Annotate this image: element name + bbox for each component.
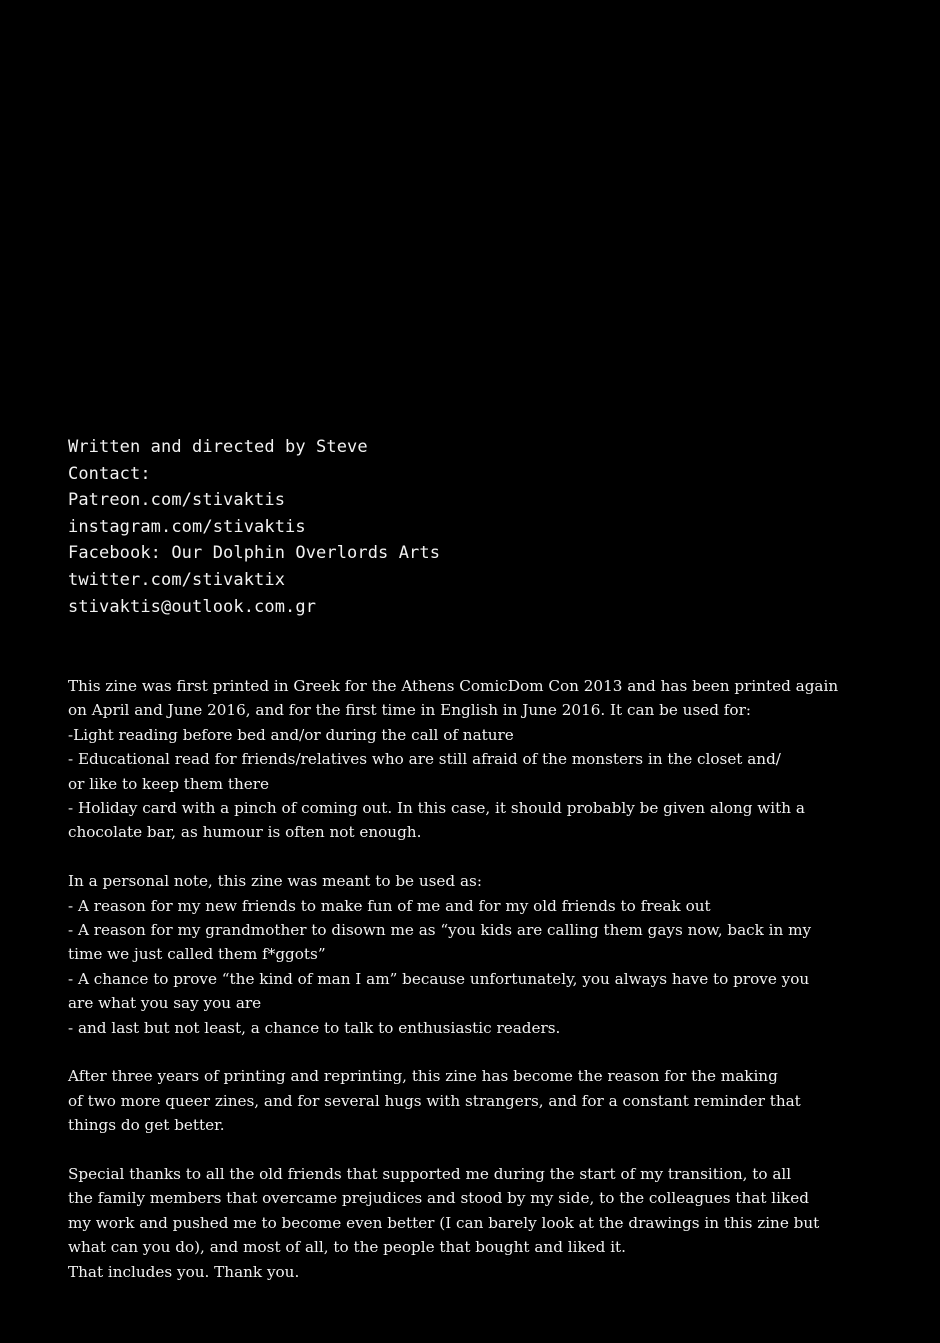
- text-line: - Holiday card with a pinch of coming out. In this case, it should probably be given along with a: [68, 799, 805, 818]
- contact-facebook: Facebook: Our Dolphin Overlords Arts: [68, 543, 441, 564]
- text-line: things do get better.: [68, 1116, 225, 1135]
- text-line: on April and June 2016, and for the first time in English in June 2016. It can be used for:: [68, 701, 751, 720]
- contact-email: stivaktis@outlook.com.gr: [68, 596, 317, 617]
- contact-patreon: Patreon.com/stivaktis: [68, 490, 286, 511]
- text-line: time we just called them f*ggots”: [68, 945, 326, 964]
- text-line: - A chance to prove “the kind of man I am” because unfortunately, you always have to prove you: [68, 969, 810, 988]
- paragraph-gap: [68, 1040, 874, 1064]
- text-line: - Educational read for friends/relatives who are still afraid of the monsters in the closet and/: [68, 750, 781, 769]
- text-line: -Light reading before bed and/or during the call of nature: [68, 725, 514, 744]
- text-line: After three years of printing and reprinting, this zine has become the reason for the making: [68, 1067, 778, 1086]
- text-line: That includes you. Thank you.: [68, 1262, 300, 1281]
- text-line: - A reason for my new friends to make fun of me and for my old friends to freak out: [68, 896, 711, 915]
- text-line: or like to keep them there: [68, 774, 269, 793]
- thanks-paragraph: [68, 1162, 874, 1284]
- credit-author: Written and directed by Steve: [68, 437, 368, 457]
- text-line: my work and pushed me to become even better (I can barely look at the drawings in this zine but: [68, 1213, 820, 1232]
- paragraph-gap: [68, 845, 874, 869]
- text-line: In a personal note, this zine was meant to be used as:: [68, 872, 482, 891]
- contact-heading: Contact:: [68, 463, 151, 484]
- contact-instagram: instagram.com/stivaktis: [68, 516, 306, 537]
- text-line: are what you say you are: [68, 994, 262, 1013]
- after-paragraph: [68, 1064, 874, 1137]
- text-line: chocolate bar, as humour is often not enough.: [68, 823, 422, 842]
- contact-twitter: twitter.com/stivaktix: [68, 569, 286, 590]
- text-line: - A reason for my grandmother to disown me as “you kids are calling them gays now, back in my: [68, 921, 812, 940]
- credits-block: [68, 434, 888, 620]
- text-line: the family members that overcame prejudices and stood by my side, to the colleagues that liked: [68, 1189, 809, 1208]
- text-line: what can you do), and most of all, to the people that bought and liked it.: [68, 1238, 626, 1257]
- personal-note-paragraph: [68, 869, 874, 1040]
- notes-block: [68, 674, 874, 1284]
- paragraph-gap: [68, 1138, 874, 1162]
- text-line: This zine was first printed in Greek for the Athens ComicDom Con 2013 and has been printed again: [68, 677, 839, 695]
- intro-paragraph: [68, 674, 874, 845]
- text-line: Special thanks to all the old friends that supported me during the start of my transition, to all: [68, 1165, 792, 1184]
- text-line: of two more queer zines, and for several hugs with strangers, and for a constant reminder that: [68, 1091, 801, 1110]
- text-line: - and last but not least, a chance to talk to enthusiastic readers.: [68, 1018, 561, 1037]
